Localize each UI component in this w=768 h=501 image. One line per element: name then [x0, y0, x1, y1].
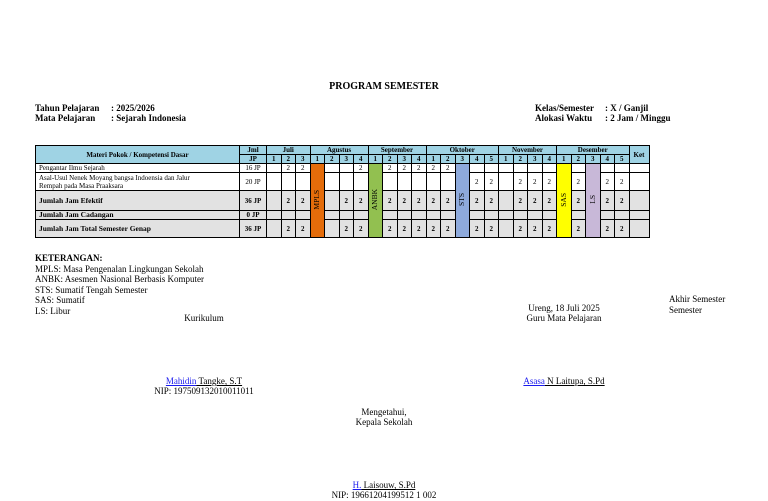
week-cell	[528, 211, 543, 220]
table-row	[36, 164, 650, 173]
week-cell: 2	[281, 220, 296, 238]
week-cell: 2	[296, 191, 311, 211]
week-cell	[325, 211, 340, 220]
week-cell: 2	[615, 220, 630, 238]
week-header: 4	[412, 155, 427, 164]
col-jp-header: JP	[240, 155, 267, 164]
note-line: LS: Libur	[35, 305, 71, 316]
week-cell: 2	[528, 173, 543, 191]
note-line: SAS: Sumatif	[35, 295, 85, 305]
week-cell	[499, 191, 514, 211]
week-header: 1	[499, 155, 514, 164]
week-cell: 2	[339, 220, 354, 238]
week-cell: 2	[397, 191, 412, 211]
month-header: Oktober	[426, 146, 499, 155]
right-signatory	[494, 376, 634, 386]
week-cell	[339, 211, 354, 220]
material-cell	[36, 173, 240, 191]
week-cell	[571, 164, 586, 173]
subject-label: Mata Pelajaran	[35, 113, 96, 123]
week-header: 1	[267, 155, 282, 164]
week-cell: 2	[600, 173, 615, 191]
week-cell	[354, 211, 369, 220]
right-name: N Laitupa, S.Pd	[544, 376, 605, 386]
jp-cell: 16 JP	[240, 164, 267, 173]
month-header: September	[368, 146, 426, 155]
sts-label: STS	[457, 193, 467, 206]
ket-cell	[629, 191, 649, 211]
week-cell	[267, 173, 282, 191]
week-cell: 2	[484, 173, 499, 191]
week-cell: 2	[470, 220, 485, 238]
week-cell	[267, 164, 282, 173]
week-cell: 2	[397, 164, 412, 173]
ket-cell	[629, 220, 649, 238]
week-cell: 2	[281, 191, 296, 211]
col-ket-header: Ket	[629, 146, 649, 164]
week-cell	[296, 211, 311, 220]
week-cell: 2	[513, 191, 528, 211]
week-header: 5	[484, 155, 499, 164]
note-line: STS: Sumatif Tengah Semester	[35, 284, 148, 295]
sts-band	[455, 164, 470, 238]
week-cell	[267, 211, 282, 220]
week-header: 1	[368, 155, 383, 164]
week-cell	[513, 211, 528, 220]
note-side-2: Semester	[669, 304, 702, 315]
week-cell	[412, 173, 427, 191]
week-cell: 2	[484, 220, 499, 238]
month-header: Juli	[267, 146, 311, 155]
week-cell: 2	[513, 173, 528, 191]
ls-band	[586, 164, 601, 238]
year-label: Tahun Pelajaran	[35, 103, 100, 113]
week-cell	[281, 173, 296, 191]
week-cell	[325, 191, 340, 211]
week-cell: 2	[397, 220, 412, 238]
week-header: 4	[600, 155, 615, 164]
week-cell: 2	[441, 191, 456, 211]
anbk-label: ANBK	[370, 188, 380, 211]
week-cell	[470, 164, 485, 173]
week-cell	[383, 211, 398, 220]
time-label: Alokasi Waktu	[535, 113, 593, 123]
mpls-band	[310, 164, 325, 238]
week-cell: 2	[542, 173, 557, 191]
ket-cell	[629, 211, 649, 220]
anbk-band	[368, 164, 383, 238]
material-cell	[36, 220, 240, 238]
right-header	[494, 303, 634, 323]
week-cell	[470, 211, 485, 220]
month-header: Agustus	[310, 146, 368, 155]
jp-cell: 0 JP	[240, 211, 267, 220]
week-cell	[412, 211, 427, 220]
week-header: 2	[281, 155, 296, 164]
week-cell: 2	[600, 191, 615, 211]
week-header: 5	[615, 155, 630, 164]
page-title: PROGRAM SEMESTER	[329, 81, 439, 92]
week-cell: 2	[441, 220, 456, 238]
week-cell: 2	[528, 191, 543, 211]
week-header: 3	[397, 155, 412, 164]
material-cell	[36, 164, 240, 173]
center-header	[314, 407, 454, 427]
center-line-2: Kepala Sekolah	[355, 417, 413, 427]
week-cell: 2	[412, 191, 427, 211]
week-cell: 2	[441, 164, 456, 173]
left-role: Kurikulum	[184, 313, 224, 323]
info-left	[35, 103, 186, 123]
week-cell	[615, 211, 630, 220]
left-nip: NIP: 197509132010011011	[154, 386, 254, 396]
week-cell: 2	[383, 220, 398, 238]
week-cell: 2	[354, 220, 369, 238]
week-cell: 2	[412, 220, 427, 238]
week-header: 1	[557, 155, 572, 164]
week-cell	[267, 191, 282, 211]
material-cell	[36, 211, 240, 220]
week-cell: 2	[542, 191, 557, 211]
week-cell	[325, 173, 340, 191]
week-cell	[528, 164, 543, 173]
material-label: Jumlah Jam Cadangan	[39, 210, 114, 219]
left-signatory	[120, 376, 288, 396]
info-right	[535, 103, 671, 123]
week-cell	[499, 173, 514, 191]
note-line: ANBK: Asesmen Nasional Berbasis Komputer	[35, 274, 204, 284]
week-header: 1	[426, 155, 441, 164]
week-cell: 2	[528, 220, 543, 238]
week-cell	[325, 220, 340, 238]
material-label-2: Rempah pada Masa Praaksara	[39, 181, 124, 190]
week-cell: 2	[383, 191, 398, 211]
week-header: 3	[296, 155, 311, 164]
week-cell	[484, 164, 499, 173]
week-cell	[397, 211, 412, 220]
center-signatory	[304, 480, 464, 500]
week-cell: 2	[484, 191, 499, 211]
center-name-link[interactable]: H.	[352, 480, 362, 490]
right-name-link[interactable]: Asasa	[523, 376, 545, 386]
material-label: Pengantar Ilmu Sejarah	[39, 164, 105, 172]
week-header: 3	[528, 155, 543, 164]
material-label: Asal-Usul Nenek Moyang bangsa Indoensia dan Jalur	[39, 173, 190, 182]
note-side-1: Akhir Semester	[669, 294, 726, 304]
week-cell: 2	[615, 173, 630, 191]
week-header: 2	[571, 155, 586, 164]
jp-cell: 20 JP	[240, 173, 267, 191]
notes	[35, 253, 204, 316]
week-header: 4	[542, 155, 557, 164]
week-cell: 2	[354, 164, 369, 173]
week-cell	[542, 164, 557, 173]
week-header: 3	[586, 155, 601, 164]
week-cell: 2	[296, 220, 311, 238]
note-line: MPLS: Masa Pengenalan Lingkungan Sekolah	[35, 263, 204, 274]
material-cell	[36, 191, 240, 211]
week-cell	[426, 173, 441, 191]
week-header: 2	[513, 155, 528, 164]
semester-program-table	[35, 145, 650, 238]
week-cell: 2	[513, 220, 528, 238]
week-cell	[499, 211, 514, 220]
jp-cell: 36 JP	[240, 220, 267, 238]
week-header: 4	[354, 155, 369, 164]
week-cell: 2	[412, 164, 427, 173]
week-cell: 2	[383, 164, 398, 173]
week-cell: 2	[281, 164, 296, 173]
week-cell	[339, 173, 354, 191]
week-cell	[571, 211, 586, 220]
center-line-1: Mengetahui,	[361, 407, 407, 417]
center-nip: NIP: 19661204199512 1 002	[331, 490, 437, 500]
week-cell	[383, 173, 398, 191]
material-label: Jumlah Jam Total Semester Genap	[39, 223, 151, 233]
week-cell	[296, 173, 311, 191]
year-value: : 2025/2026	[111, 103, 155, 113]
col-jml-header: Jml	[240, 146, 267, 155]
week-cell: 2	[354, 191, 369, 211]
week-cell: 2	[296, 164, 311, 173]
ls-label: LS	[587, 195, 597, 204]
week-cell: 2	[470, 191, 485, 211]
week-header: 4	[470, 155, 485, 164]
class-value: : X / Ganjil	[605, 103, 649, 113]
left-name: Tangke, S.T	[196, 376, 243, 386]
week-cell	[325, 164, 340, 173]
jp-cell: 36 JP	[240, 191, 267, 211]
ket-cell	[629, 173, 649, 191]
week-cell	[267, 220, 282, 238]
time-value: : 2 Jam / Minggu	[605, 113, 671, 123]
week-cell: 2	[571, 220, 586, 238]
week-header: 2	[441, 155, 456, 164]
week-cell: 2	[426, 220, 441, 238]
month-header: Desember	[557, 146, 630, 155]
week-cell: 2	[339, 191, 354, 211]
week-cell	[281, 211, 296, 220]
week-header: 1	[310, 155, 325, 164]
week-cell: 2	[571, 191, 586, 211]
week-cell: 2	[426, 164, 441, 173]
ket-cell	[629, 164, 649, 173]
mpls-label: MPLS	[312, 189, 322, 210]
week-cell	[600, 211, 615, 220]
center-name: Laisouw, S.Pd	[361, 480, 416, 490]
week-header: 2	[383, 155, 398, 164]
notes-side	[669, 294, 725, 315]
sas-label: SAS	[558, 192, 568, 207]
month-header: November	[499, 146, 557, 155]
week-cell	[426, 211, 441, 220]
col-material-header: Materi Pokok / Kompetensi Dasar	[36, 146, 240, 164]
week-cell	[441, 211, 456, 220]
sas-band	[557, 164, 572, 238]
week-cell: 2	[571, 173, 586, 191]
week-cell	[615, 164, 630, 173]
right-place-date: Ureng, 18 Juli 2025	[528, 303, 600, 313]
left-name-link[interactable]: Mahidin	[165, 376, 197, 386]
right-role: Guru Mata Pelajaran	[526, 313, 602, 323]
week-cell: 2	[542, 220, 557, 238]
week-cell	[397, 173, 412, 191]
week-header: 3	[455, 155, 470, 164]
week-cell: 2	[600, 220, 615, 238]
week-cell	[484, 211, 499, 220]
class-label: Kelas/Semester	[535, 103, 594, 113]
subject-value: : Sejarah Indonesia	[111, 113, 187, 123]
week-cell	[441, 173, 456, 191]
week-cell	[542, 211, 557, 220]
week-header: 2	[325, 155, 340, 164]
week-cell: 2	[470, 173, 485, 191]
week-cell	[339, 164, 354, 173]
material-label: Jumlah Jam Efektif	[39, 195, 103, 205]
week-cell: 2	[426, 191, 441, 211]
week-cell	[513, 164, 528, 173]
week-cell	[354, 173, 369, 191]
week-header: 3	[339, 155, 354, 164]
week-cell	[499, 220, 514, 238]
notes-heading: KETERANGAN:	[35, 253, 103, 263]
week-cell: 2	[615, 191, 630, 211]
week-cell	[499, 164, 514, 173]
week-cell	[600, 164, 615, 173]
